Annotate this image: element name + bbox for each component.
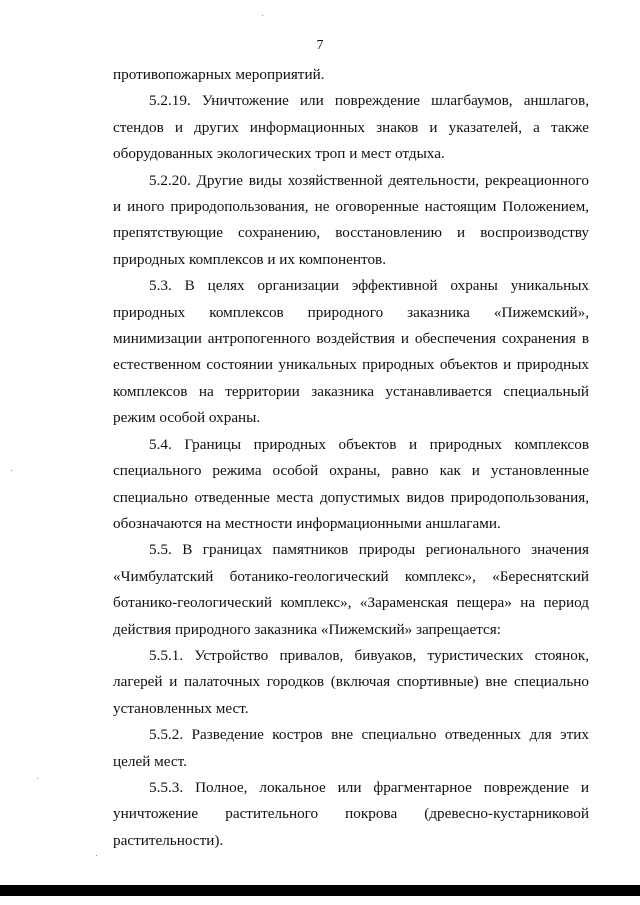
paragraph-5-5-1: 5.5.1. Устройство привалов, бивуаков, туристических стоянок, лагерей и палаточных городков (включая спортивные) вне специально установленных мест.: [113, 646, 589, 717]
scan-speck: [262, 15, 263, 16]
scan-speck: [37, 778, 38, 779]
paragraph-5-5-3: 5.5.3. Полное, локальное или фрагментарное повреждение и уничтожение растительного покрова (древесно-кустарниковой растительности).: [113, 778, 589, 849]
paragraph-5-5-2: 5.5.2. Разведение костров вне специально отведенных для этих целей мест.: [113, 726, 589, 770]
paragraph-5-3: 5.3. В целях организации эффективной охраны уникальных природных комплексов природного заказника «Пижемский», минимизации антропогенного воздействия и обеспечения сохранения в естественном состоянии уникальных природных объектов и природных комплексов на территории заказника устанавливается специальный режим особой охраны.: [113, 277, 589, 427]
paragraph-5-5: 5.5. В границах памятников природы регионального значения «Чимбулатский ботанико-геологический комплекс», «Береснятский ботанико-геологический комплекс», «Зараменская пещера» на период действия природного заказника «Пижемский» запрещается:: [113, 541, 589, 638]
scan-speck: [96, 855, 97, 856]
paragraph-5-2-20: 5.2.20. Другие виды хозяйственной деятельности, рекреационного и иного природопользования, не оговоренные настоящим Положением, препятствующие сохранению, восстановлению и воспроизводству природных комплексов и их компонентов.: [113, 171, 589, 268]
page-number: 7: [316, 38, 324, 53]
scan-edge-bar: [0, 885, 640, 896]
scan-speck: [11, 470, 12, 471]
paragraph-continuation: противопожарных мероприятий.: [113, 66, 325, 83]
paragraph-5-2-19: 5.2.19. Уничтожение или повреждение шлагбаумов, аншлагов, стендов и других информационных знаков и указателей, а также оборудованных экологических троп и мест отдыха.: [113, 92, 589, 163]
paragraph-5-4: 5.4. Границы природных объектов и природных комплексов специального режима особой охраны, равно как и установленные специально отведенные места допустимых видов природопользования, обозначаются на местности информационными аншлагами.: [113, 435, 589, 532]
page-body: [113, 62, 589, 854]
